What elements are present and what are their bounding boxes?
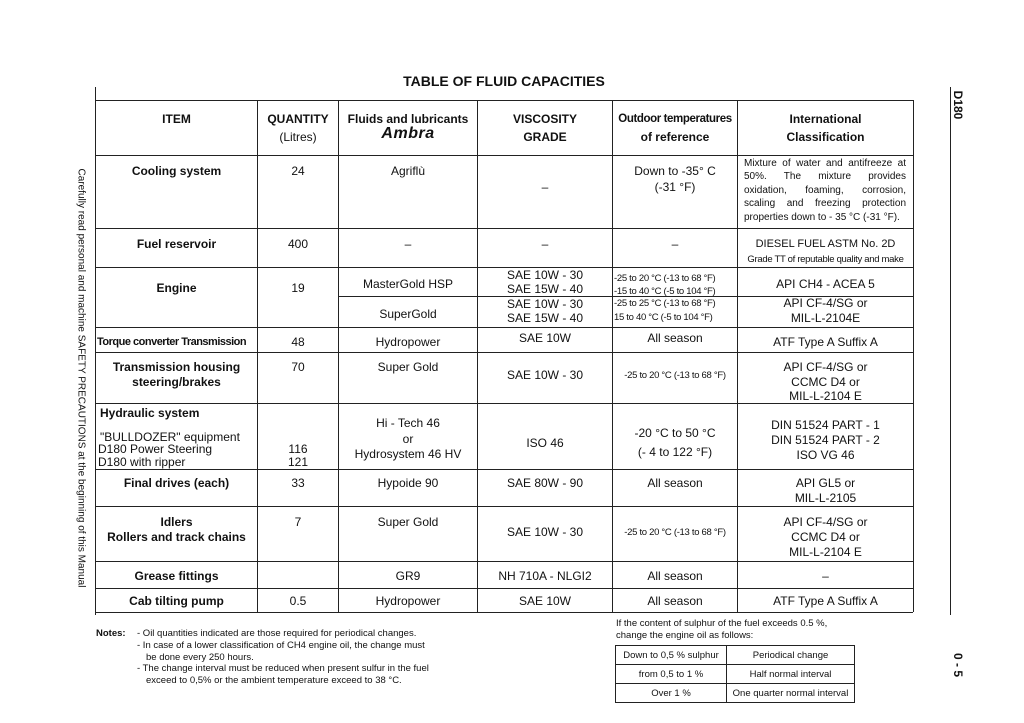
change-interval: Half normal interval (727, 665, 855, 684)
quantity: 19 (291, 281, 305, 295)
temperature: Down to -35° C (634, 164, 716, 178)
viscosity: SAE 10W - 30 (506, 368, 584, 382)
temperature: -20 °C to 50 °C (634, 426, 716, 440)
item-name: Cooling system (131, 164, 222, 178)
temperature: -25 to 20 °C (-13 to 68 °F) (624, 527, 726, 538)
sulphur-intro: If the content of sulphur of the fuel exceeds 0.5 %, (616, 618, 828, 629)
classification: DIN 51524 PART - 1 (771, 418, 880, 432)
item-name: Engine (156, 281, 197, 295)
temperature: – (671, 237, 679, 251)
viscosity: SAE 15W - 40 (506, 282, 584, 296)
note-3: - The change interval must be reduced when present sulfur in the fuel (137, 663, 429, 674)
page-number-text: 0 - 5 (951, 652, 965, 678)
classification: API CH4 - ACEA 5 (776, 277, 875, 291)
classification: ISO VG 46 (796, 448, 855, 462)
temperature: 15 to 40 °C (-5 to 104 °F) (614, 312, 713, 323)
header-viscosity: VISCOSITY (512, 112, 577, 126)
fluid: Hydrosystem 46 HV (354, 447, 462, 461)
classification: ATF Type A Suffix A (773, 335, 878, 349)
note-2: - In case of a lower classification of CH4 engine oil, the change must (137, 640, 425, 651)
sulphur-level: Down to 0,5 % sulphur (616, 646, 727, 665)
sulphur-level: Over 1 % (616, 684, 727, 703)
quantity: 33 (291, 476, 305, 490)
notes-label: Notes: (96, 628, 126, 639)
item-sub: D180 with ripper (98, 455, 186, 469)
header-quantity-unit: (Litres) (279, 130, 317, 144)
fluid: GR9 (395, 569, 421, 583)
classification: DIN 51524 PART - 2 (771, 433, 880, 447)
item-name: Fuel reservoir (136, 237, 217, 251)
header-international: International (789, 112, 862, 126)
side-note-left (74, 168, 88, 588)
classification: CCMC D4 or (791, 530, 860, 544)
item-name-sub: steering/brakes (132, 375, 221, 389)
fluid: MasterGold HSP (362, 277, 454, 291)
fluid: Super Gold (377, 515, 439, 529)
quantity: 116 (288, 442, 308, 456)
header-quantity: QUANTITY (267, 112, 329, 126)
classification: MIL-L-2104 E (789, 389, 862, 403)
classification: DIESEL FUEL ASTM No. 2D (755, 238, 896, 250)
classification: MIL-L-2104E (790, 311, 861, 325)
sulphur-level: from 0,5 to 1 % (616, 665, 727, 684)
safety-note: Carefully read personal and machine SAFETY PRECAUTIONS at the beginning of this Manual (75, 168, 87, 588)
item-name: Transmission housing (112, 360, 241, 374)
ambra-logo: Ambra (381, 125, 435, 142)
quantity: 70 (291, 360, 305, 374)
header-item: ITEM (162, 112, 191, 126)
note-3-cont: exceed to 0,5% or the ambient temperature exceed to 38 °C. (146, 675, 402, 686)
quantity: 24 (291, 164, 305, 178)
header-temps-reference: of reference (640, 130, 710, 144)
classification: MIL-L-2105 (794, 491, 857, 505)
sulphur-intro-cont: change the engine oil as follows: (616, 630, 754, 641)
temperature: -25 to 20 °C (-13 to 68 °F) (624, 370, 726, 381)
quantity: 400 (287, 237, 309, 251)
fluid: Agriflù (390, 164, 425, 178)
classification: Mixture of water and antifreeze at 50%. The mixture provides oxidation, foaming, corrosion, scaling and freezing protection properties down to - 35 °C (-31 °F). (744, 158, 906, 223)
fluid: Hydropower (375, 335, 441, 349)
viscosity: – (541, 180, 549, 194)
viscosity: SAE 10W (518, 331, 572, 345)
item-name: Final drives (each) (123, 476, 230, 490)
sulphur-table (615, 645, 855, 703)
viscosity: SAE 15W - 40 (506, 311, 584, 325)
viscosity: SAE 10W - 30 (506, 268, 584, 282)
fluid: Hypoide 90 (377, 476, 439, 490)
viscosity: SAE 80W - 90 (506, 476, 584, 490)
classification: CCMC D4 or (791, 375, 860, 389)
viscosity: – (541, 237, 549, 251)
fluid: or (402, 432, 414, 446)
model-label (948, 85, 968, 125)
page-title: TABLE OF FLUID CAPACITIES (403, 73, 605, 89)
classification: API GL5 or (795, 476, 856, 490)
item-name: Grease fittings (134, 569, 219, 583)
note-2-cont: be done every 250 hours. (146, 652, 254, 663)
temperature: All season (647, 331, 703, 345)
temperature: All season (647, 594, 703, 608)
temperature: -15 to 40 °C (-5 to 104 °F) (614, 286, 716, 297)
viscosity: NH 710A - NLGI2 (498, 569, 592, 583)
classification: API CF-4/SG or (783, 360, 868, 374)
item-name: Torque converter Transmission (97, 336, 247, 348)
temperature-f: (- 4 to 122 °F) (637, 445, 713, 459)
header-viscosity-grade: GRADE (523, 130, 567, 144)
change-interval: One quarter normal interval (727, 684, 855, 703)
quantity: 0.5 (289, 594, 307, 608)
quantity: 121 (287, 455, 309, 469)
temperature: All season (647, 476, 703, 490)
temperature: All season (647, 569, 703, 583)
table-row (616, 665, 855, 684)
temperature: -25 to 25 °C (-13 to 68 °F) (614, 298, 716, 309)
classification: ATF Type A Suffix A (773, 594, 878, 608)
classification: API CF-4/SG or (783, 296, 868, 310)
viscosity: SAE 10W - 30 (506, 525, 584, 539)
note-1: - Oil quantities indicated are those required for periodical changes. (137, 628, 417, 639)
quantity: 7 (294, 515, 302, 529)
item-sub: "BULLDOZER" equipment (100, 430, 240, 444)
item-name-sub: Rollers and track chains (107, 530, 246, 544)
classification-note: Grade TT of reputable quality and make (747, 254, 904, 265)
model-code: D180 (951, 90, 965, 120)
viscosity: ISO 46 (526, 436, 564, 450)
fluid-alt: SuperGold (379, 307, 437, 321)
item-name: Idlers (160, 515, 193, 529)
fluid: Super Gold (377, 360, 439, 374)
item-sub: D180 Power Steering (98, 442, 213, 456)
table-row (616, 646, 855, 665)
quantity: 48 (291, 335, 305, 349)
header-classification: Classification (786, 130, 865, 144)
fluid: – (404, 237, 412, 251)
classification: – (822, 569, 829, 583)
viscosity: SAE 10W - 30 (506, 297, 584, 311)
fluid: Hi - Tech 46 (376, 416, 440, 430)
page-number (948, 645, 968, 685)
temperature-f: (-31 °F) (654, 180, 696, 194)
temperature: -25 to 20 °C (-13 to 68 °F) (614, 273, 716, 284)
classification: API CF-4/SG or (783, 515, 868, 529)
header-temps: Outdoor temperatures (618, 113, 732, 125)
item-name: Cab tilting pump (129, 594, 224, 608)
item-name: Hydraulic system (100, 406, 200, 420)
table-row (616, 684, 855, 703)
change-interval: Periodical change (727, 646, 855, 665)
fluid: Hydropower (375, 594, 441, 608)
classification: MIL-L-2104 E (789, 545, 862, 559)
viscosity: SAE 10W (518, 594, 572, 608)
header-fluids: Fluids and lubricants (347, 112, 469, 126)
